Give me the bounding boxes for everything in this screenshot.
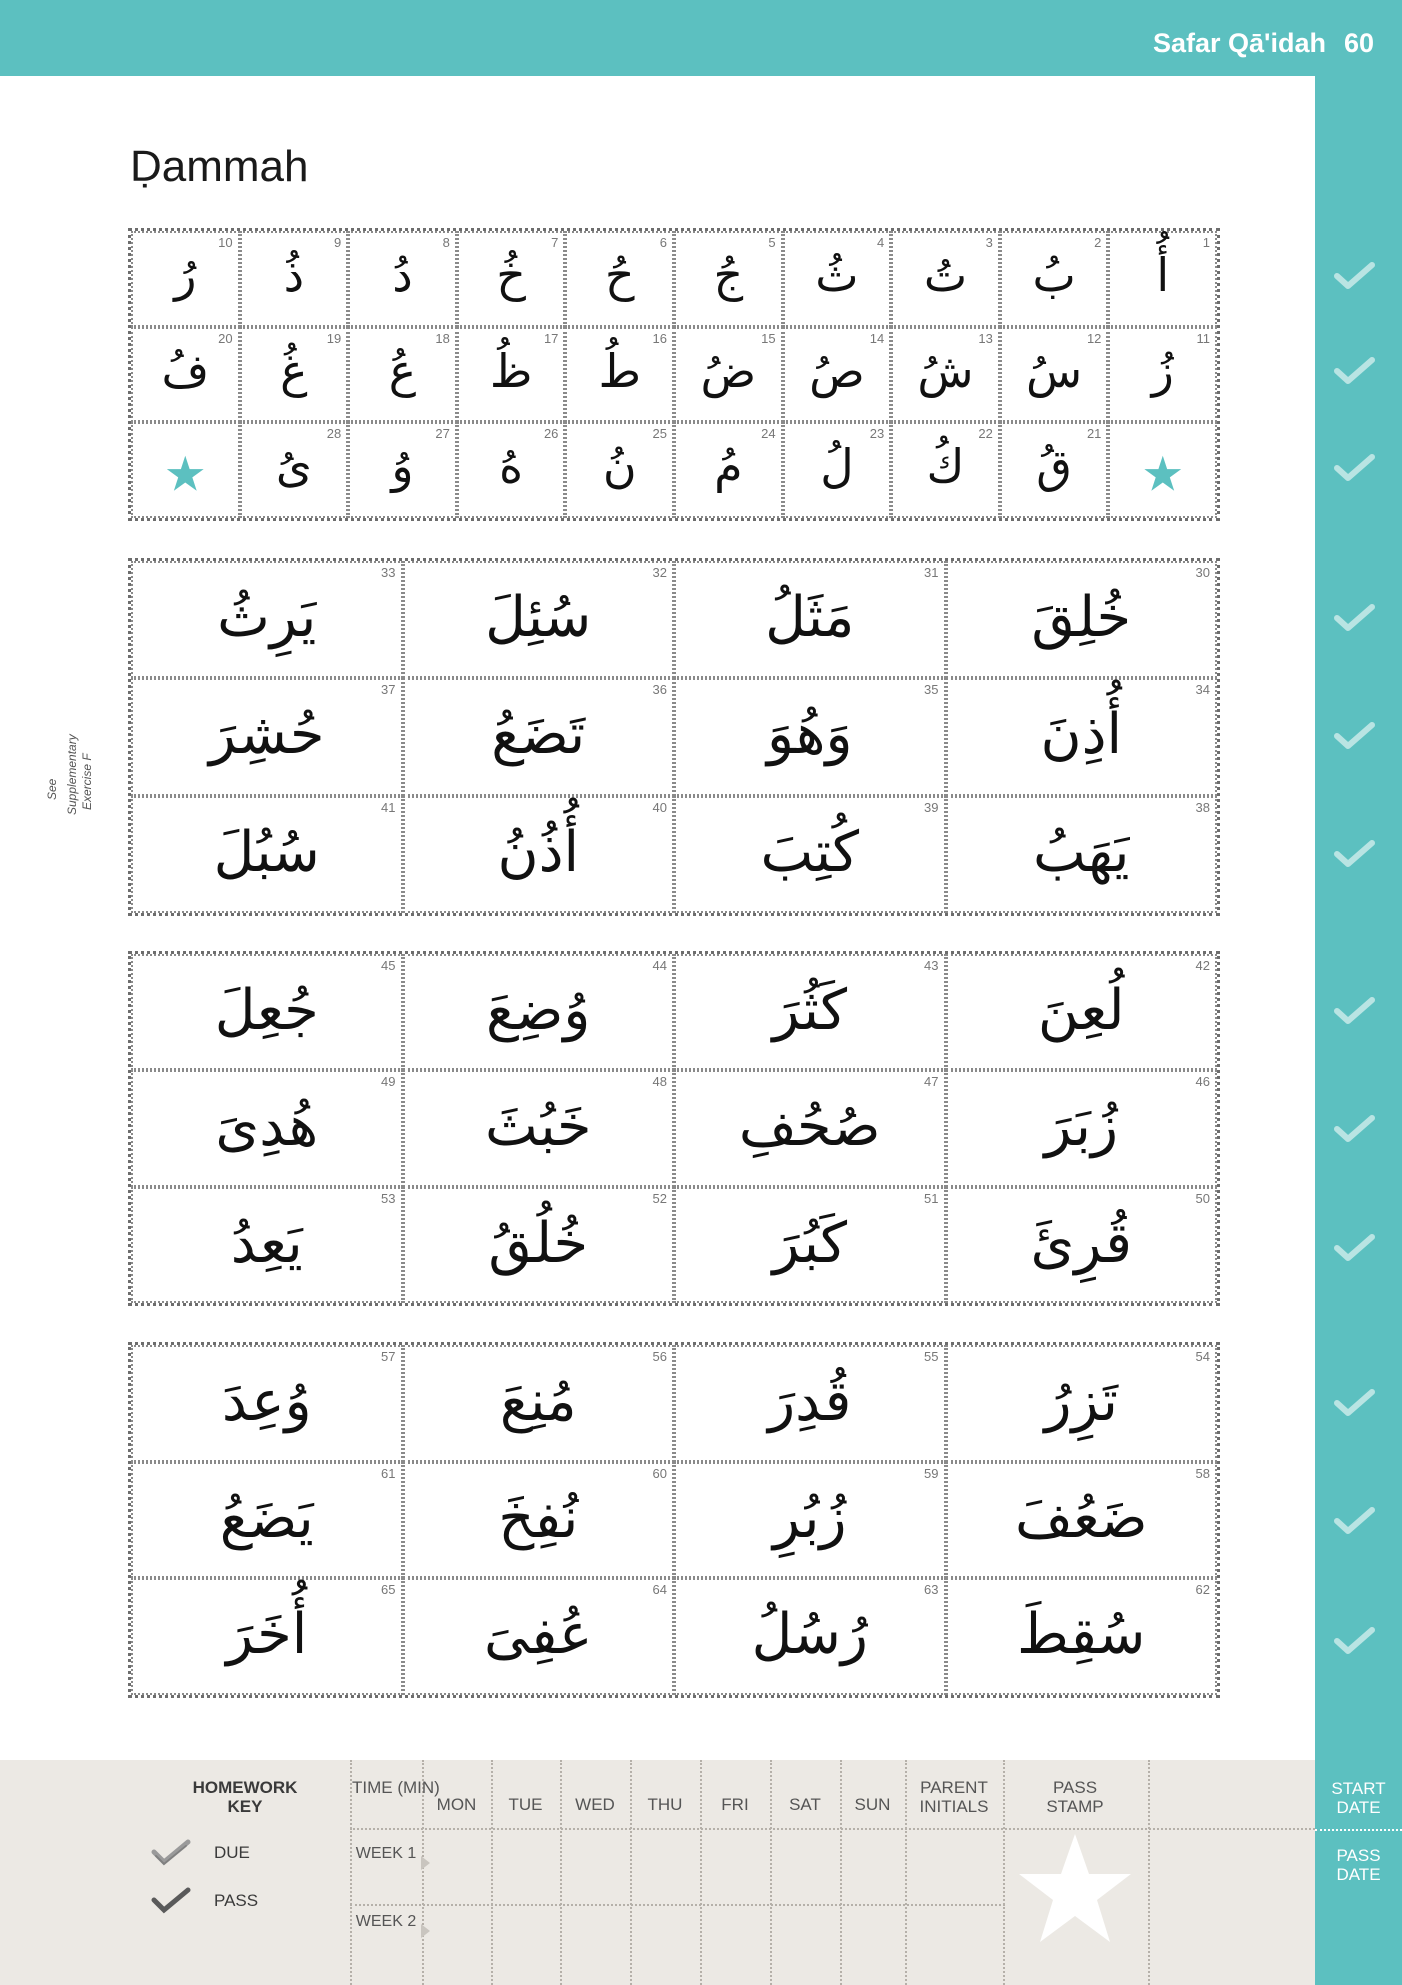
- letter-cell: [457, 327, 566, 423]
- word-cell: [131, 1187, 403, 1303]
- note-line-2: Supplementary: [65, 734, 79, 815]
- letter-cell: [240, 231, 349, 327]
- arabic-word: كَبُرَ: [772, 1210, 847, 1276]
- item-number: 37: [381, 682, 396, 698]
- item-number: 42: [1195, 958, 1210, 973]
- arabic-letter: مُ: [714, 439, 743, 494]
- arabic-word: يَرِثُ: [217, 585, 317, 650]
- word-cell: [674, 561, 946, 678]
- arabic-word: خُلِقَ: [1031, 585, 1132, 650]
- arabic-letter: أُ: [1156, 248, 1170, 302]
- arabic-letter: ظُ: [489, 343, 533, 398]
- item-number: 9: [333, 235, 342, 250]
- item-number: 8: [442, 235, 450, 250]
- arabic-word: مَثَلُ: [765, 585, 855, 650]
- item-number: 24: [761, 426, 776, 442]
- item-number: 55: [924, 1349, 939, 1364]
- words-grid-3: [128, 1342, 1220, 1698]
- word-cell: [946, 796, 1218, 913]
- letter-cell: [1108, 231, 1217, 327]
- arabic-letter: كُ: [926, 439, 965, 494]
- word-cell: [403, 1462, 675, 1579]
- word-cell: [403, 1345, 675, 1462]
- check-icon[interactable]: [1332, 452, 1376, 484]
- arabic-word: رُسُلُ: [751, 1602, 868, 1668]
- letter-cell: [783, 422, 892, 518]
- item-number: 60: [652, 1465, 667, 1481]
- arabic-letter: فُ: [161, 343, 210, 398]
- letter-cell: [783, 231, 892, 327]
- arabic-letter: جُ: [713, 248, 744, 302]
- week-1-arrow-icon: [421, 1856, 430, 1870]
- item-number: 38: [1195, 799, 1210, 815]
- arabic-letter: سُ: [1026, 343, 1083, 398]
- letters-grid: [128, 228, 1220, 521]
- check-icon[interactable]: [1332, 838, 1376, 870]
- word-cell: [946, 1070, 1218, 1186]
- letter-cell: [1000, 327, 1109, 423]
- start-date-label: START DATE: [1331, 1779, 1386, 1817]
- book-title: Safar Qā'idah: [1152, 28, 1326, 58]
- arabic-word: زُبُرِ: [772, 1485, 847, 1551]
- page-number: 60: [1343, 28, 1374, 58]
- arabic-letter: هُ: [499, 439, 524, 494]
- item-number: 35: [924, 682, 939, 698]
- check-icon[interactable]: [1332, 1387, 1376, 1419]
- week-2-arrow-icon: [421, 1924, 430, 1938]
- word-cell: [946, 1187, 1218, 1303]
- item-number: 22: [978, 426, 993, 442]
- item-number: 45: [381, 958, 396, 973]
- item-number: 31: [924, 565, 939, 580]
- arabic-word: نُفِخَ: [498, 1485, 579, 1551]
- item-number: 23: [869, 426, 885, 442]
- item-number: 21: [1086, 426, 1102, 442]
- word-cell: [403, 561, 675, 678]
- arabic-letter: قُ: [1036, 439, 1072, 494]
- word-cell: [946, 954, 1218, 1070]
- letter-cell: [1000, 422, 1109, 518]
- arabic-word: أُخَرَ: [226, 1602, 308, 1668]
- day-thu: THU: [647, 1795, 683, 1814]
- week-1-label: WEEK 1: [355, 1845, 417, 1862]
- item-number: 12: [1086, 330, 1102, 346]
- letter-cell: [240, 327, 349, 423]
- letter-cell: [674, 422, 783, 518]
- check-icon[interactable]: [1332, 1113, 1376, 1145]
- item-number: 59: [924, 1465, 939, 1481]
- item-number: 32: [652, 565, 667, 580]
- letter-cell: [565, 327, 674, 423]
- arabic-letter: بُ: [1032, 248, 1076, 302]
- arabic-word: أُذِنَ: [1040, 702, 1123, 768]
- item-number: 57: [381, 1349, 396, 1364]
- item-number: 36: [652, 682, 667, 698]
- item-number: 16: [652, 330, 668, 346]
- item-number: 56: [652, 1349, 667, 1364]
- item-number: 4: [876, 235, 885, 250]
- item-number: 18: [435, 330, 450, 346]
- arabic-letter: وُ: [391, 439, 414, 494]
- week-2-label: WEEK 2: [355, 1913, 417, 1930]
- word-cell: [946, 1462, 1218, 1579]
- arabic-word: سُبُلَ: [213, 819, 320, 885]
- item-number: 53: [381, 1190, 396, 1206]
- arabic-word: عُفِىَ: [484, 1602, 593, 1668]
- word-cell: [946, 1345, 1218, 1462]
- arabic-word: أُذُنُ: [497, 819, 580, 885]
- arabic-word: صُحُفِ: [738, 1094, 881, 1160]
- letter-cell: [457, 231, 566, 327]
- item-number: 61: [381, 1465, 396, 1481]
- day-wed: WED: [575, 1795, 615, 1814]
- letter-cell: [348, 422, 457, 518]
- check-icon[interactable]: [1332, 1505, 1376, 1537]
- item-number: 58: [1195, 1465, 1210, 1481]
- item-number: 44: [652, 958, 667, 973]
- word-cell: [131, 561, 403, 678]
- check-icon[interactable]: [1332, 260, 1376, 292]
- word-cell: [131, 1578, 403, 1695]
- word-cell: [946, 561, 1218, 678]
- letter-cell: [348, 231, 457, 327]
- word-cell: [403, 796, 675, 913]
- item-number: 34: [1195, 682, 1210, 698]
- item-number: 50: [1195, 1190, 1210, 1206]
- item-number: 6: [659, 235, 668, 250]
- word-cell: [674, 1070, 946, 1186]
- word-cell: [131, 1070, 403, 1186]
- arabic-word: سُئِلَ: [485, 585, 592, 650]
- arabic-word: تَزِرُ: [1044, 1369, 1119, 1434]
- arabic-letter: زُ: [1151, 343, 1174, 398]
- due-check-icon: [150, 1838, 192, 1868]
- item-number: 63: [924, 1582, 939, 1598]
- item-number: 20: [218, 330, 233, 346]
- arabic-letter: صُ: [809, 343, 865, 398]
- item-number: 65: [381, 1582, 396, 1598]
- day-mon: MON: [436, 1795, 477, 1814]
- arabic-letter: غُ: [280, 343, 308, 398]
- arabic-word: يَضَعُ: [219, 1485, 314, 1551]
- word-cell: [403, 954, 675, 1070]
- word-cell: [674, 1578, 946, 1695]
- letter-cell: [674, 231, 783, 327]
- arabic-letter: عُ: [388, 343, 417, 398]
- arabic-letter: ثُ: [815, 248, 859, 302]
- word-cell: [131, 954, 403, 1070]
- item-number: 54: [1195, 1349, 1210, 1364]
- arabic-letter: رُ: [174, 248, 197, 302]
- arabic-word: تَضَعُ: [491, 702, 586, 768]
- header-title: [1153, 0, 1374, 76]
- item-number: 52: [652, 1190, 667, 1206]
- arabic-word: مُنِعَ: [499, 1369, 577, 1434]
- letter-cell: [565, 231, 674, 327]
- item-number: 19: [326, 330, 342, 346]
- pass-label: PASS: [214, 1891, 259, 1910]
- arabic-word: زُبَرَ: [1044, 1094, 1119, 1160]
- item-number: 28: [326, 426, 342, 442]
- check-icon[interactable]: [1332, 1625, 1376, 1657]
- arabic-letter: ىُ: [275, 439, 312, 494]
- word-cell: [674, 1462, 946, 1579]
- due-label: DUE: [214, 1843, 250, 1862]
- words-grid-1: [128, 558, 1220, 916]
- star-icon: ★: [1141, 446, 1185, 503]
- time-header: TIME (MIN): [352, 1778, 440, 1797]
- arabic-letter: نُ: [602, 439, 637, 494]
- item-number: 14: [869, 330, 885, 346]
- lesson-title: Ḍammah: [130, 142, 309, 191]
- word-cell: [131, 796, 403, 913]
- word-cell: [674, 1345, 946, 1462]
- item-number: 25: [652, 426, 668, 442]
- item-number: 13: [978, 330, 993, 346]
- letter-cell: [131, 231, 240, 327]
- arabic-word: خُلُقُ: [488, 1210, 589, 1276]
- star-cell: [131, 422, 240, 518]
- item-number: 1: [1202, 235, 1210, 250]
- arabic-word: لُعِنَ: [1037, 978, 1125, 1043]
- item-number: 46: [1195, 1074, 1210, 1090]
- letter-cell: [891, 231, 1000, 327]
- word-cell: [946, 678, 1218, 795]
- item-number: 15: [761, 330, 776, 346]
- item-number: 11: [1196, 330, 1210, 346]
- item-number: 64: [652, 1582, 667, 1598]
- arabic-word: سُقِطَ: [1017, 1602, 1146, 1668]
- arabic-word: ضَعُفَ: [1014, 1485, 1148, 1551]
- arabic-word: هُدِىَ: [215, 1094, 319, 1160]
- letter-cell: [348, 327, 457, 423]
- word-cell: [946, 1578, 1218, 1695]
- pass-stamp-star-icon: [1015, 1830, 1135, 1948]
- item-number: 2: [1094, 235, 1102, 250]
- arabic-word: وُضِعَ: [486, 978, 591, 1043]
- item-number: 3: [985, 235, 993, 250]
- arabic-letter: شُ: [917, 343, 974, 398]
- arabic-word: يَهَبُ: [1033, 819, 1130, 885]
- pass-date-label: PASS DATE: [1336, 1846, 1381, 1884]
- arabic-word: خَبُثَ: [484, 1094, 592, 1160]
- item-number: 40: [652, 799, 667, 815]
- letter-cell: [240, 422, 349, 518]
- pass-key: [150, 1886, 258, 1916]
- word-cell: [403, 1187, 675, 1303]
- day-sun: SUN: [854, 1795, 891, 1814]
- item-number: 43: [924, 958, 939, 973]
- word-cell: [403, 1578, 675, 1695]
- arabic-word: وُعِدَ: [221, 1369, 312, 1434]
- item-number: 41: [381, 799, 396, 815]
- item-number: 26: [543, 426, 559, 442]
- arabic-letter: خُ: [496, 248, 526, 302]
- check-icon[interactable]: [1332, 720, 1376, 752]
- item-number: 49: [381, 1074, 396, 1090]
- homework-panel: [0, 1760, 1315, 1985]
- pass-stamp-header: PASS STAMP: [1046, 1778, 1104, 1816]
- arabic-letter: تُ: [923, 248, 968, 302]
- note-line-3: Exercise F: [80, 753, 94, 810]
- arabic-letter: ذُ: [283, 248, 305, 302]
- arabic-word: قُدِرَ: [768, 1369, 852, 1434]
- arabic-letter: طُ: [598, 343, 641, 398]
- item-number: 47: [924, 1074, 939, 1090]
- item-number: 17: [543, 330, 559, 346]
- word-cell: [131, 678, 403, 795]
- letter-cell: [1108, 327, 1217, 423]
- item-number: 27: [435, 426, 450, 442]
- star-icon: ★: [163, 446, 207, 503]
- day-sat: SAT: [789, 1795, 821, 1814]
- item-number: 39: [924, 799, 939, 815]
- arabic-word: قُرِئَ: [1030, 1210, 1132, 1276]
- letter-cell: [674, 327, 783, 423]
- check-icon[interactable]: [1332, 602, 1376, 634]
- letter-cell: [131, 327, 240, 423]
- letter-cell: [565, 422, 674, 518]
- item-number: 10: [218, 235, 233, 250]
- item-number: 5: [768, 235, 776, 250]
- homework-key-title: HOMEWORK KEY: [192, 1778, 298, 1816]
- item-number: 33: [381, 565, 396, 580]
- due-key: [150, 1838, 250, 1868]
- letter-cell: [891, 422, 1000, 518]
- day-fri: FRI: [721, 1795, 749, 1814]
- word-cell: [403, 1070, 675, 1186]
- arabic-word: يَعِدُ: [230, 1210, 303, 1276]
- word-cell: [131, 1462, 403, 1579]
- arabic-word: حُشِرَ: [209, 702, 325, 768]
- words-grid-2: [128, 951, 1220, 1306]
- letter-cell: [891, 327, 1000, 423]
- note-line-1: See: [45, 778, 59, 800]
- letter-cell: [1000, 231, 1109, 327]
- arabic-word: جُعِلَ: [214, 978, 319, 1043]
- parent-initials-header: PARENT INITIALS: [919, 1778, 989, 1816]
- word-cell: [674, 678, 946, 795]
- item-number: 48: [652, 1074, 667, 1090]
- arabic-word: كُتِبَ: [760, 819, 860, 885]
- word-cell: [403, 678, 675, 795]
- arabic-letter: لُ: [820, 439, 854, 494]
- word-cell: [674, 796, 946, 913]
- arabic-word: وَهُوَ: [766, 702, 853, 768]
- word-cell: [131, 1345, 403, 1462]
- letter-cell: [783, 327, 892, 423]
- item-number: 51: [924, 1190, 939, 1206]
- item-number: 7: [551, 235, 559, 250]
- check-icon[interactable]: [1332, 995, 1376, 1027]
- arabic-word: كَثُرَ: [772, 978, 847, 1043]
- header-bar: [0, 0, 1402, 76]
- item-number: 62: [1195, 1582, 1210, 1598]
- arabic-letter: ضُ: [700, 343, 757, 398]
- check-icon[interactable]: [1332, 355, 1376, 387]
- day-tue: TUE: [508, 1795, 543, 1814]
- arabic-letter: حُ: [604, 248, 635, 302]
- item-number: 30: [1195, 565, 1210, 580]
- word-cell: [674, 1187, 946, 1303]
- pass-check-icon: [150, 1886, 192, 1916]
- check-icon[interactable]: [1332, 1232, 1376, 1264]
- arabic-letter: دُ: [392, 248, 413, 302]
- word-cell: [674, 954, 946, 1070]
- star-cell: [1108, 422, 1217, 518]
- letter-cell: [457, 422, 566, 518]
